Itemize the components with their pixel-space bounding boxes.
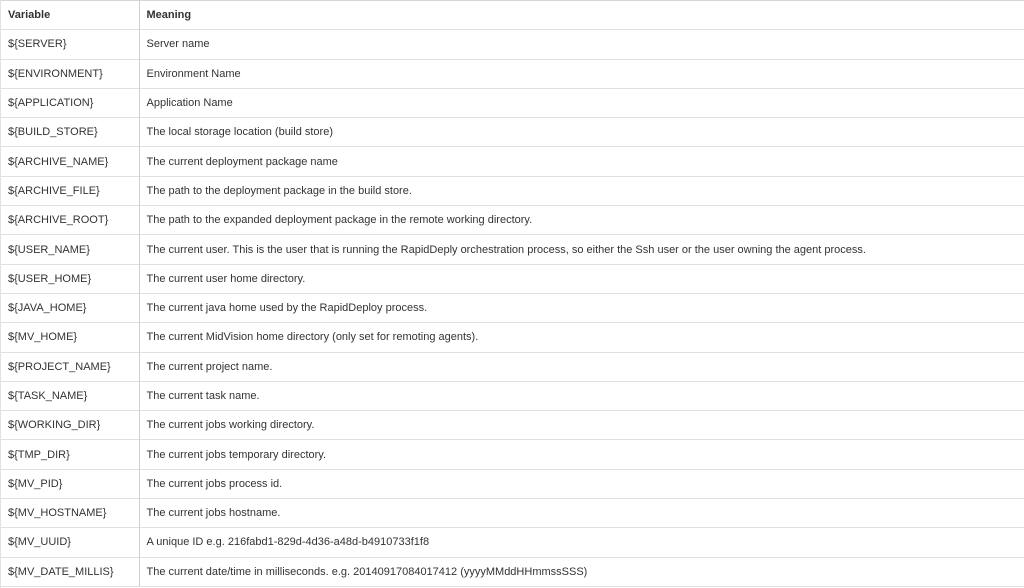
table-row — [1, 147, 1024, 176]
table-row — [1, 499, 1024, 528]
variable-cell: ${USER_HOME} — [1, 264, 139, 293]
table-row — [1, 411, 1024, 440]
meaning-cell: The current jobs working directory. — [139, 411, 1024, 440]
meaning-cell: The current project name. — [139, 352, 1024, 381]
meaning-cell: Server name — [139, 30, 1024, 59]
meaning-cell: The current task name. — [139, 381, 1024, 410]
variable-cell: ${MV_DATE_MILLIS} — [1, 557, 139, 586]
table-row — [1, 352, 1024, 381]
variable-cell: ${ARCHIVE_NAME} — [1, 147, 139, 176]
meaning-cell: The path to the deployment package in the build store. — [139, 176, 1024, 205]
meaning-cell: The current date/time in milliseconds. e.g. 20140917084017412 (yyyyMMddHHmmssSSS) — [139, 557, 1024, 586]
table-row — [1, 440, 1024, 469]
variable-cell: ${MV_HOME} — [1, 323, 139, 352]
variable-cell: ${PROJECT_NAME} — [1, 352, 139, 381]
variable-cell: ${SERVER} — [1, 30, 139, 59]
table-row — [1, 381, 1024, 410]
variable-cell: ${MV_UUID} — [1, 528, 139, 557]
variable-cell: ${JAVA_HOME} — [1, 293, 139, 322]
meaning-cell: The current user. This is the user that is running the RapidDeply orchestration process, so either the Ssh user or the user owning the agent process. — [139, 235, 1024, 264]
meaning-cell: The current deployment package name — [139, 147, 1024, 176]
table-row — [1, 176, 1024, 205]
meaning-cell: The current jobs temporary directory. — [139, 440, 1024, 469]
table-row — [1, 206, 1024, 235]
variable-cell: ${TMP_DIR} — [1, 440, 139, 469]
meaning-cell: The current jobs process id. — [139, 469, 1024, 498]
variable-cell: ${APPLICATION} — [1, 88, 139, 117]
variable-cell: ${ENVIRONMENT} — [1, 59, 139, 88]
variable-cell: ${MV_PID} — [1, 469, 139, 498]
meaning-cell: The current user home directory. — [139, 264, 1024, 293]
table-row — [1, 557, 1024, 586]
table-row — [1, 528, 1024, 557]
meaning-cell: Application Name — [139, 88, 1024, 117]
column-header-variable: Variable — [1, 1, 139, 30]
table-row — [1, 118, 1024, 147]
variable-cell: ${MV_HOSTNAME} — [1, 499, 139, 528]
table-header-row — [1, 1, 1024, 30]
variable-cell: ${TASK_NAME} — [1, 381, 139, 410]
table-row — [1, 30, 1024, 59]
variable-cell: ${USER_NAME} — [1, 235, 139, 264]
column-header-meaning: Meaning — [139, 1, 1024, 30]
table-row — [1, 88, 1024, 117]
meaning-cell: The current jobs hostname. — [139, 499, 1024, 528]
table-row — [1, 235, 1024, 264]
table-row — [1, 469, 1024, 498]
table-row — [1, 59, 1024, 88]
meaning-cell: The current java home used by the RapidDeploy process. — [139, 293, 1024, 322]
table-row — [1, 293, 1024, 322]
table-row — [1, 264, 1024, 293]
table-row — [1, 323, 1024, 352]
meaning-cell: A unique ID e.g. 216fabd1-829d-4d36-a48d-b4910733f1f8 — [139, 528, 1024, 557]
meaning-cell: The local storage location (build store) — [139, 118, 1024, 147]
meaning-cell: Environment Name — [139, 59, 1024, 88]
variable-cell: ${ARCHIVE_ROOT} — [1, 206, 139, 235]
variables-table — [1, 0, 1024, 587]
meaning-cell: The current MidVision home directory (only set for remoting agents). — [139, 323, 1024, 352]
meaning-cell: The path to the expanded deployment package in the remote working directory. — [139, 206, 1024, 235]
variable-cell: ${BUILD_STORE} — [1, 118, 139, 147]
variable-cell: ${ARCHIVE_FILE} — [1, 176, 139, 205]
variable-cell: ${WORKING_DIR} — [1, 411, 139, 440]
table-body — [1, 30, 1024, 587]
